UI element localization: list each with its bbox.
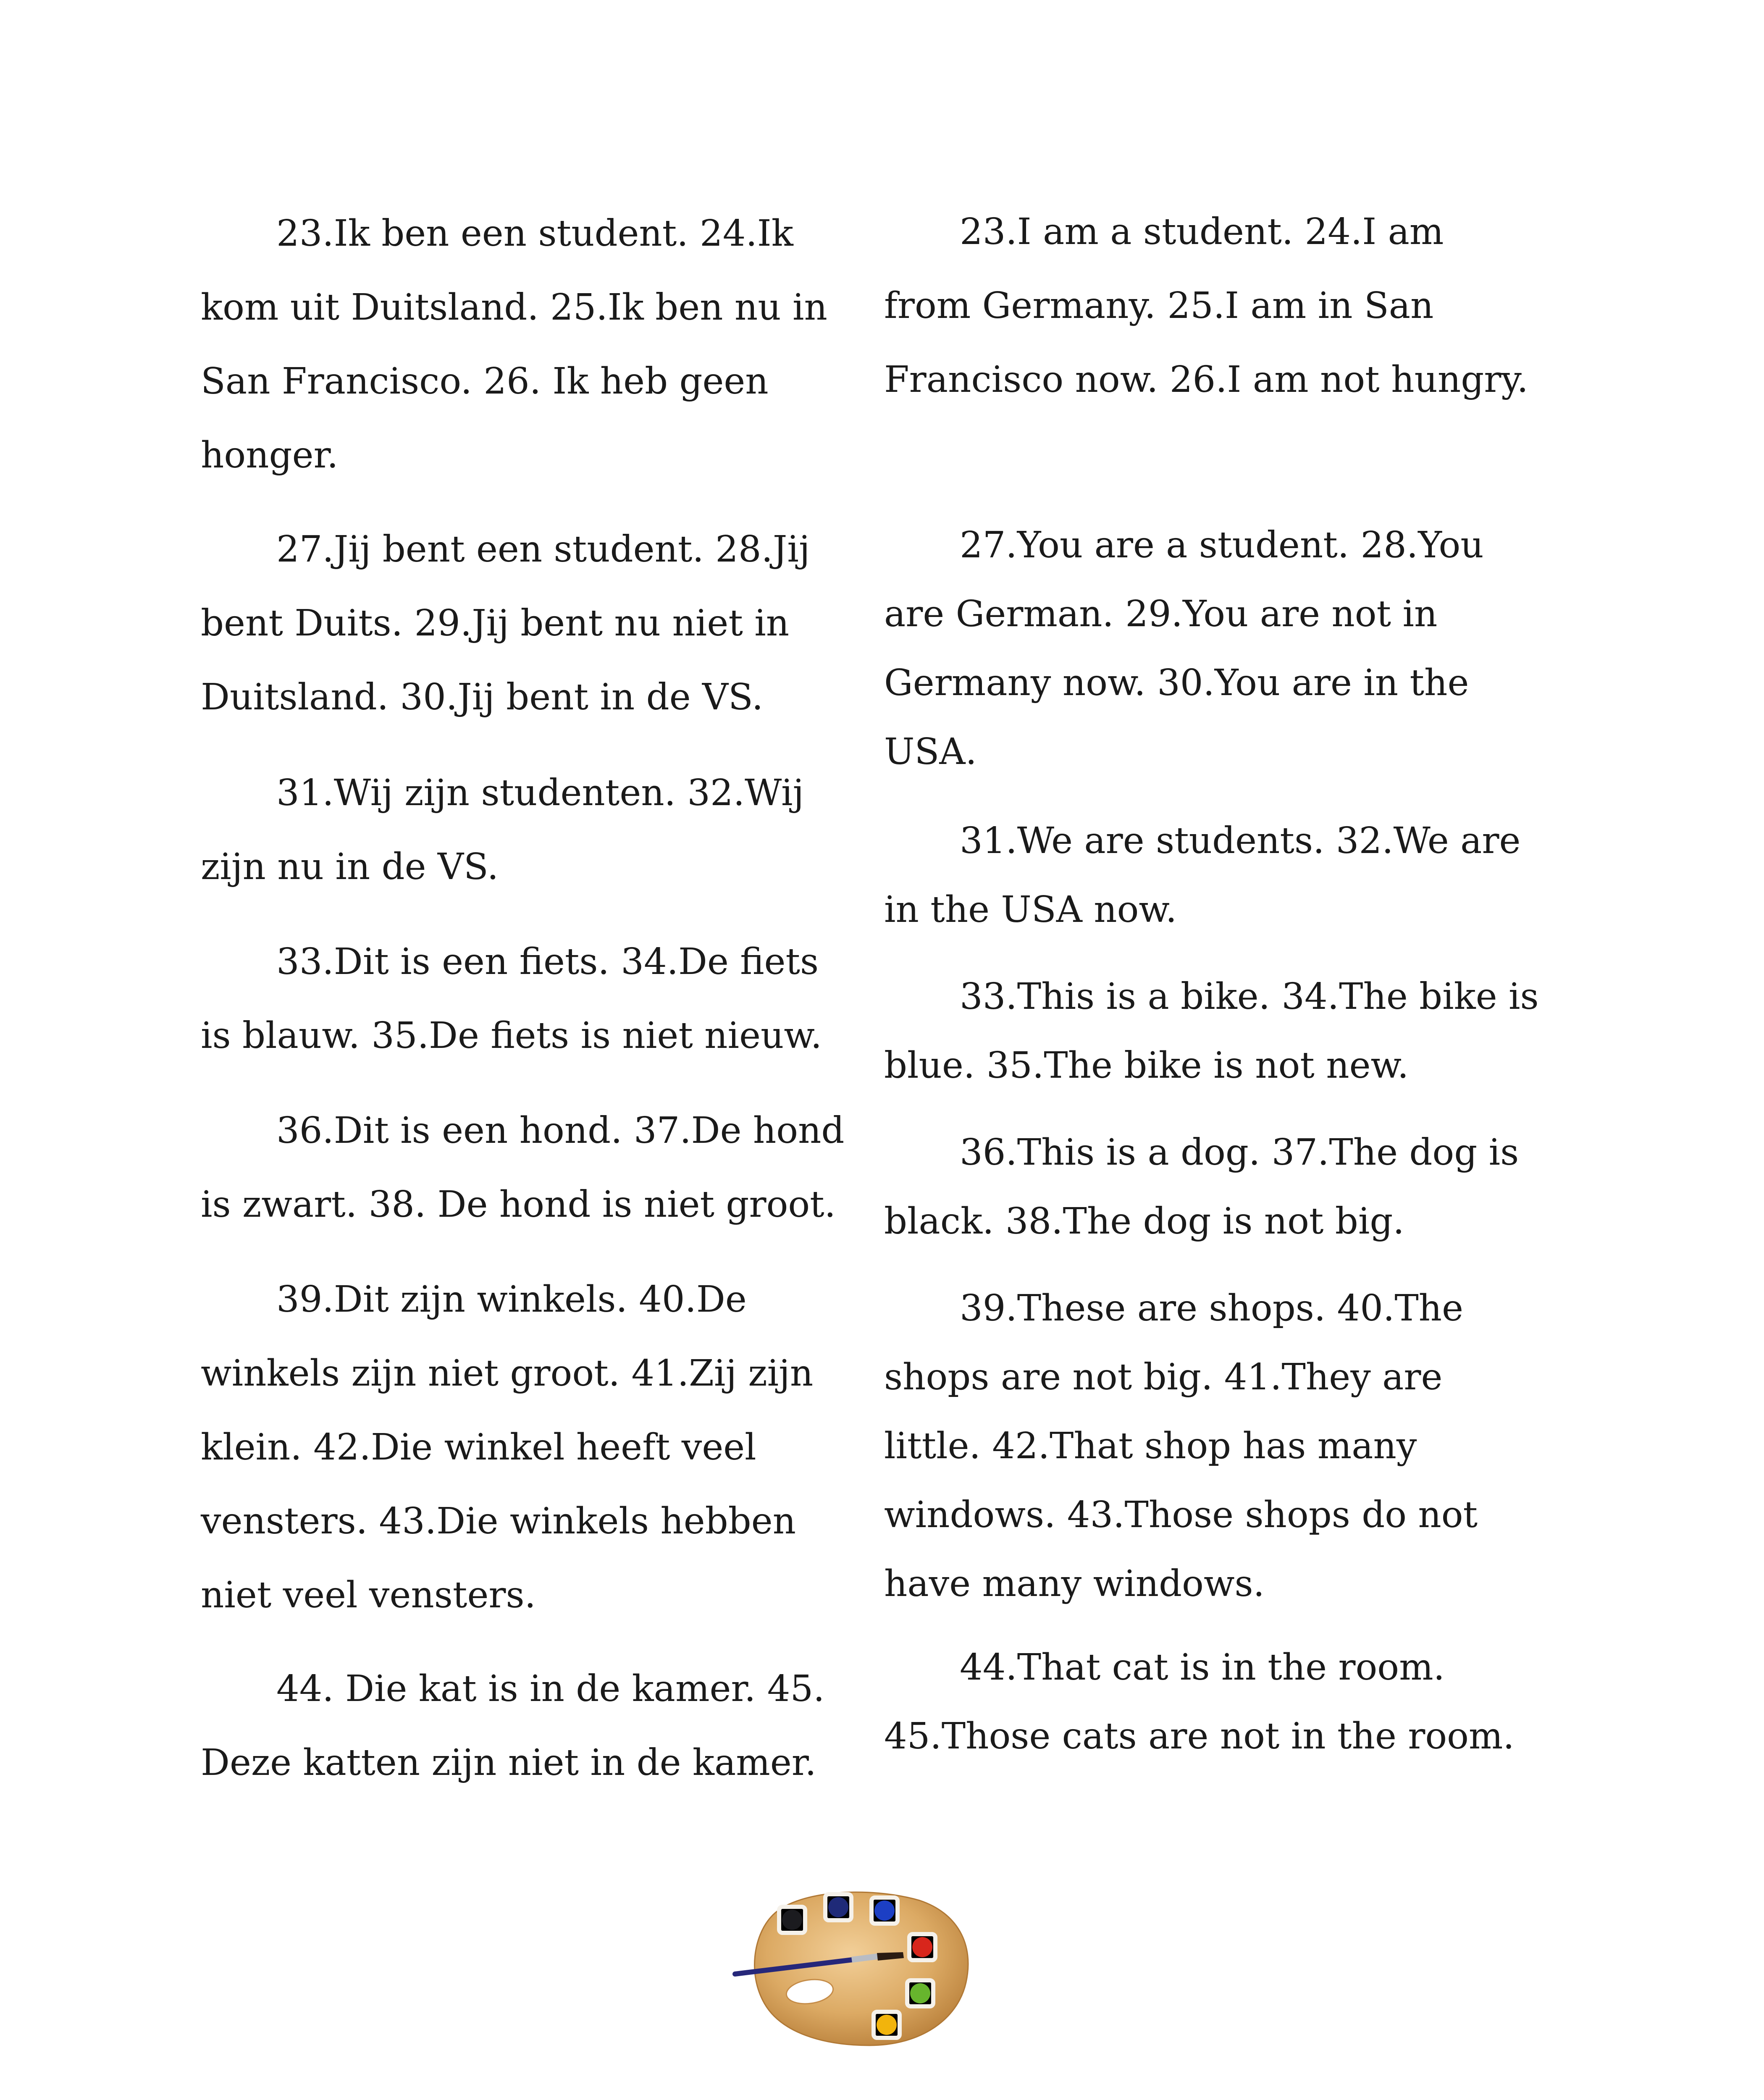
english-paragraph: 36.This is a dog. 37.The dog is black. 38.The dog is not big. [884, 1131, 1519, 1242]
green-paint [910, 1983, 930, 2003]
black-paint [782, 1910, 802, 1930]
dutch-paragraph: 31.Wij zijn studenten. 32.Wij zijn nu in de VS. [201, 772, 804, 888]
english-paragraph: 27.You are a student. 28.You are German. 29.You are not in Germany now. 30.You are in the USA. [884, 524, 1484, 773]
navy-paint [828, 1897, 848, 1917]
dutch-paragraph: 23.Ik ben een student. 24.Ik kom uit Duitsland. 25.Ik ben nu in San Francisco. 26. Ik heb geen honger. [201, 213, 827, 476]
dutch-paragraph: 36.Dit is een hond. 37.De hond is zwart. 38. De hond is niet groot. [201, 1110, 845, 1226]
english-paragraph: 33.This is a bike. 34.The bike is blue. 35.The bike is not new. [884, 976, 1539, 1087]
dutch-paragraph: 27.Jij bent een student. 28.Jij bent Duits. 29.Jij bent nu niet in Duitsland. 30.Jij bent in de VS. [201, 528, 810, 718]
english-paragraph: 23.I am a student. 24.I am from Germany. 25.I am in San Francisco now. 26.I am not hungry. [884, 211, 1528, 401]
dutch-paragraph: 33.Dit is een fiets. 34.De fiets is blauw. 35.De fiets is niet nieuw. [201, 941, 822, 1057]
paint-palette-icon [731, 1877, 983, 2054]
dutch-paragraph: 44. Die kat is in de kamer. 45. Deze katten zijn niet in de kamer. [201, 1668, 825, 1784]
red-paint [912, 1937, 932, 1957]
yellow-paint [877, 2015, 897, 2035]
blue-paint [874, 1900, 895, 1921]
english-paragraph: 44.That cat is in the room. 45.Those cats are not in the room. [884, 1646, 1515, 1757]
english-paragraph: 39.These are shops. 40.The shops are not big. 41.They are little. 42.That shop has many windows. 43.Those shops do not have many windows. [884, 1287, 1478, 1605]
dutch-paragraph: 39.Dit zijn winkels. 40.De winkels zijn niet groot. 41.Zij zijn klein. 42.Die winkel heeft veel vensters. 43.Die winkels hebben niet veel vensters. [201, 1278, 814, 1616]
english-paragraph: 31.We are students. 32.We are in the USA now. [884, 820, 1521, 931]
